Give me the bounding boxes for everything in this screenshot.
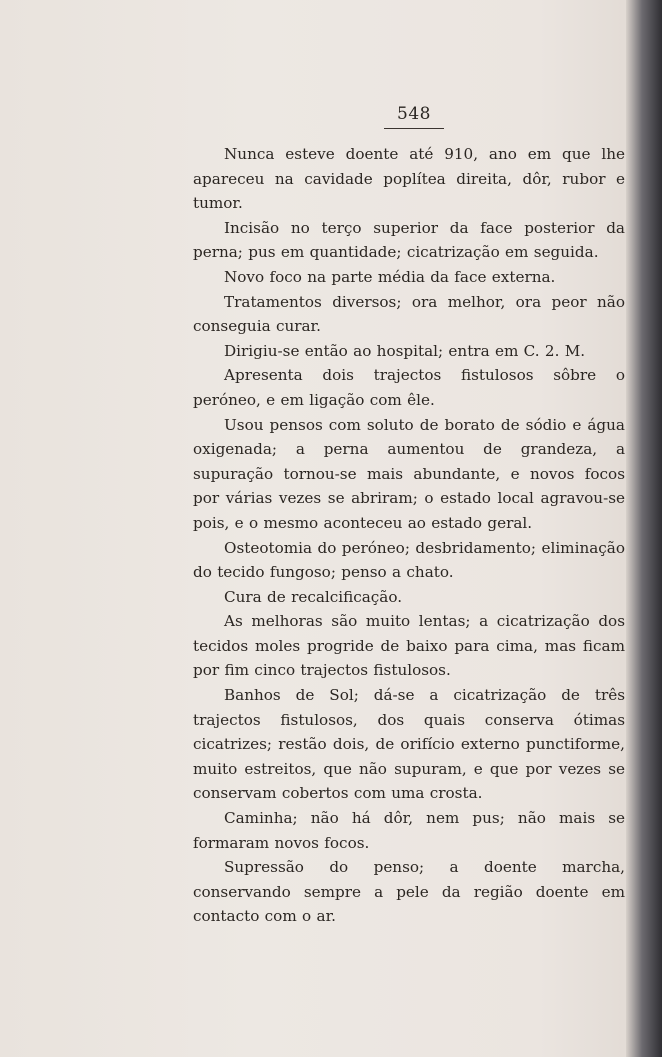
paragraph: Dirigiu-se então ao hospital; entra em C. 2. M. bbox=[224, 341, 586, 360]
page-number-rule bbox=[384, 128, 444, 129]
paragraph: Osteotomia do peróneo; desbridamento; eliminação do tecido fungoso; penso a chato. bbox=[193, 538, 625, 582]
body-text bbox=[193, 142, 625, 929]
paragraph: Tratamentos diversos; ora melhor, ora peor não conseguia curar. bbox=[193, 292, 625, 336]
paragraph: As melhoras são muito lentas; a cicatrização dos tecidos moles progride de baixo para cima, mas ficam por fim cinco trajectos fistulosos. bbox=[193, 612, 625, 680]
paragraph: Caminha; não há dôr, nem pus; não mais se formaram novos focos. bbox=[193, 809, 625, 852]
paragraph: Nunca esteve doente até 910, ano em que lhe apareceu na cavidade poplítea direita, dôr, rubor e tumor. bbox=[193, 145, 625, 213]
paragraph: Novo foco na parte média da face externa. bbox=[224, 267, 556, 286]
page-edge-shadow bbox=[626, 0, 662, 1057]
page-number: 548 bbox=[397, 104, 431, 124]
paragraph: Supressão do penso; a doente marcha, conservando sempre a pele da região doente em contacto com o ar. bbox=[193, 858, 625, 926]
paragraph: Usou pensos com soluto de borato de sódio e água oxigenada; a perna aumentou de grandeza, a supuração tornou-se mais abundante, e novos focos por várias vezes se abriram; o estado local agravou-se pois, e o mesmo aconteceu ao estado geral. bbox=[193, 415, 625, 532]
paragraph: Apresenta dois trajectos fistulosos sôbre o peróneo, e em ligação com êle. bbox=[193, 366, 625, 409]
paragraph: Cura de recalcificação. bbox=[224, 587, 403, 606]
paragraph: Incisão no terço superior da face posterior da perna; pus em quantidade; cicatrização em seguida. bbox=[193, 218, 625, 262]
paragraph: Banhos de Sol; dá-se a cicatrização de três trajectos fistulosos, dos quais conserva ótimas cicatrizes; restão dois, de orifício externo punctiforme, muito estreitos, que não supuram, e que por vezes se conservam cobertos com uma crosta. bbox=[193, 686, 625, 803]
